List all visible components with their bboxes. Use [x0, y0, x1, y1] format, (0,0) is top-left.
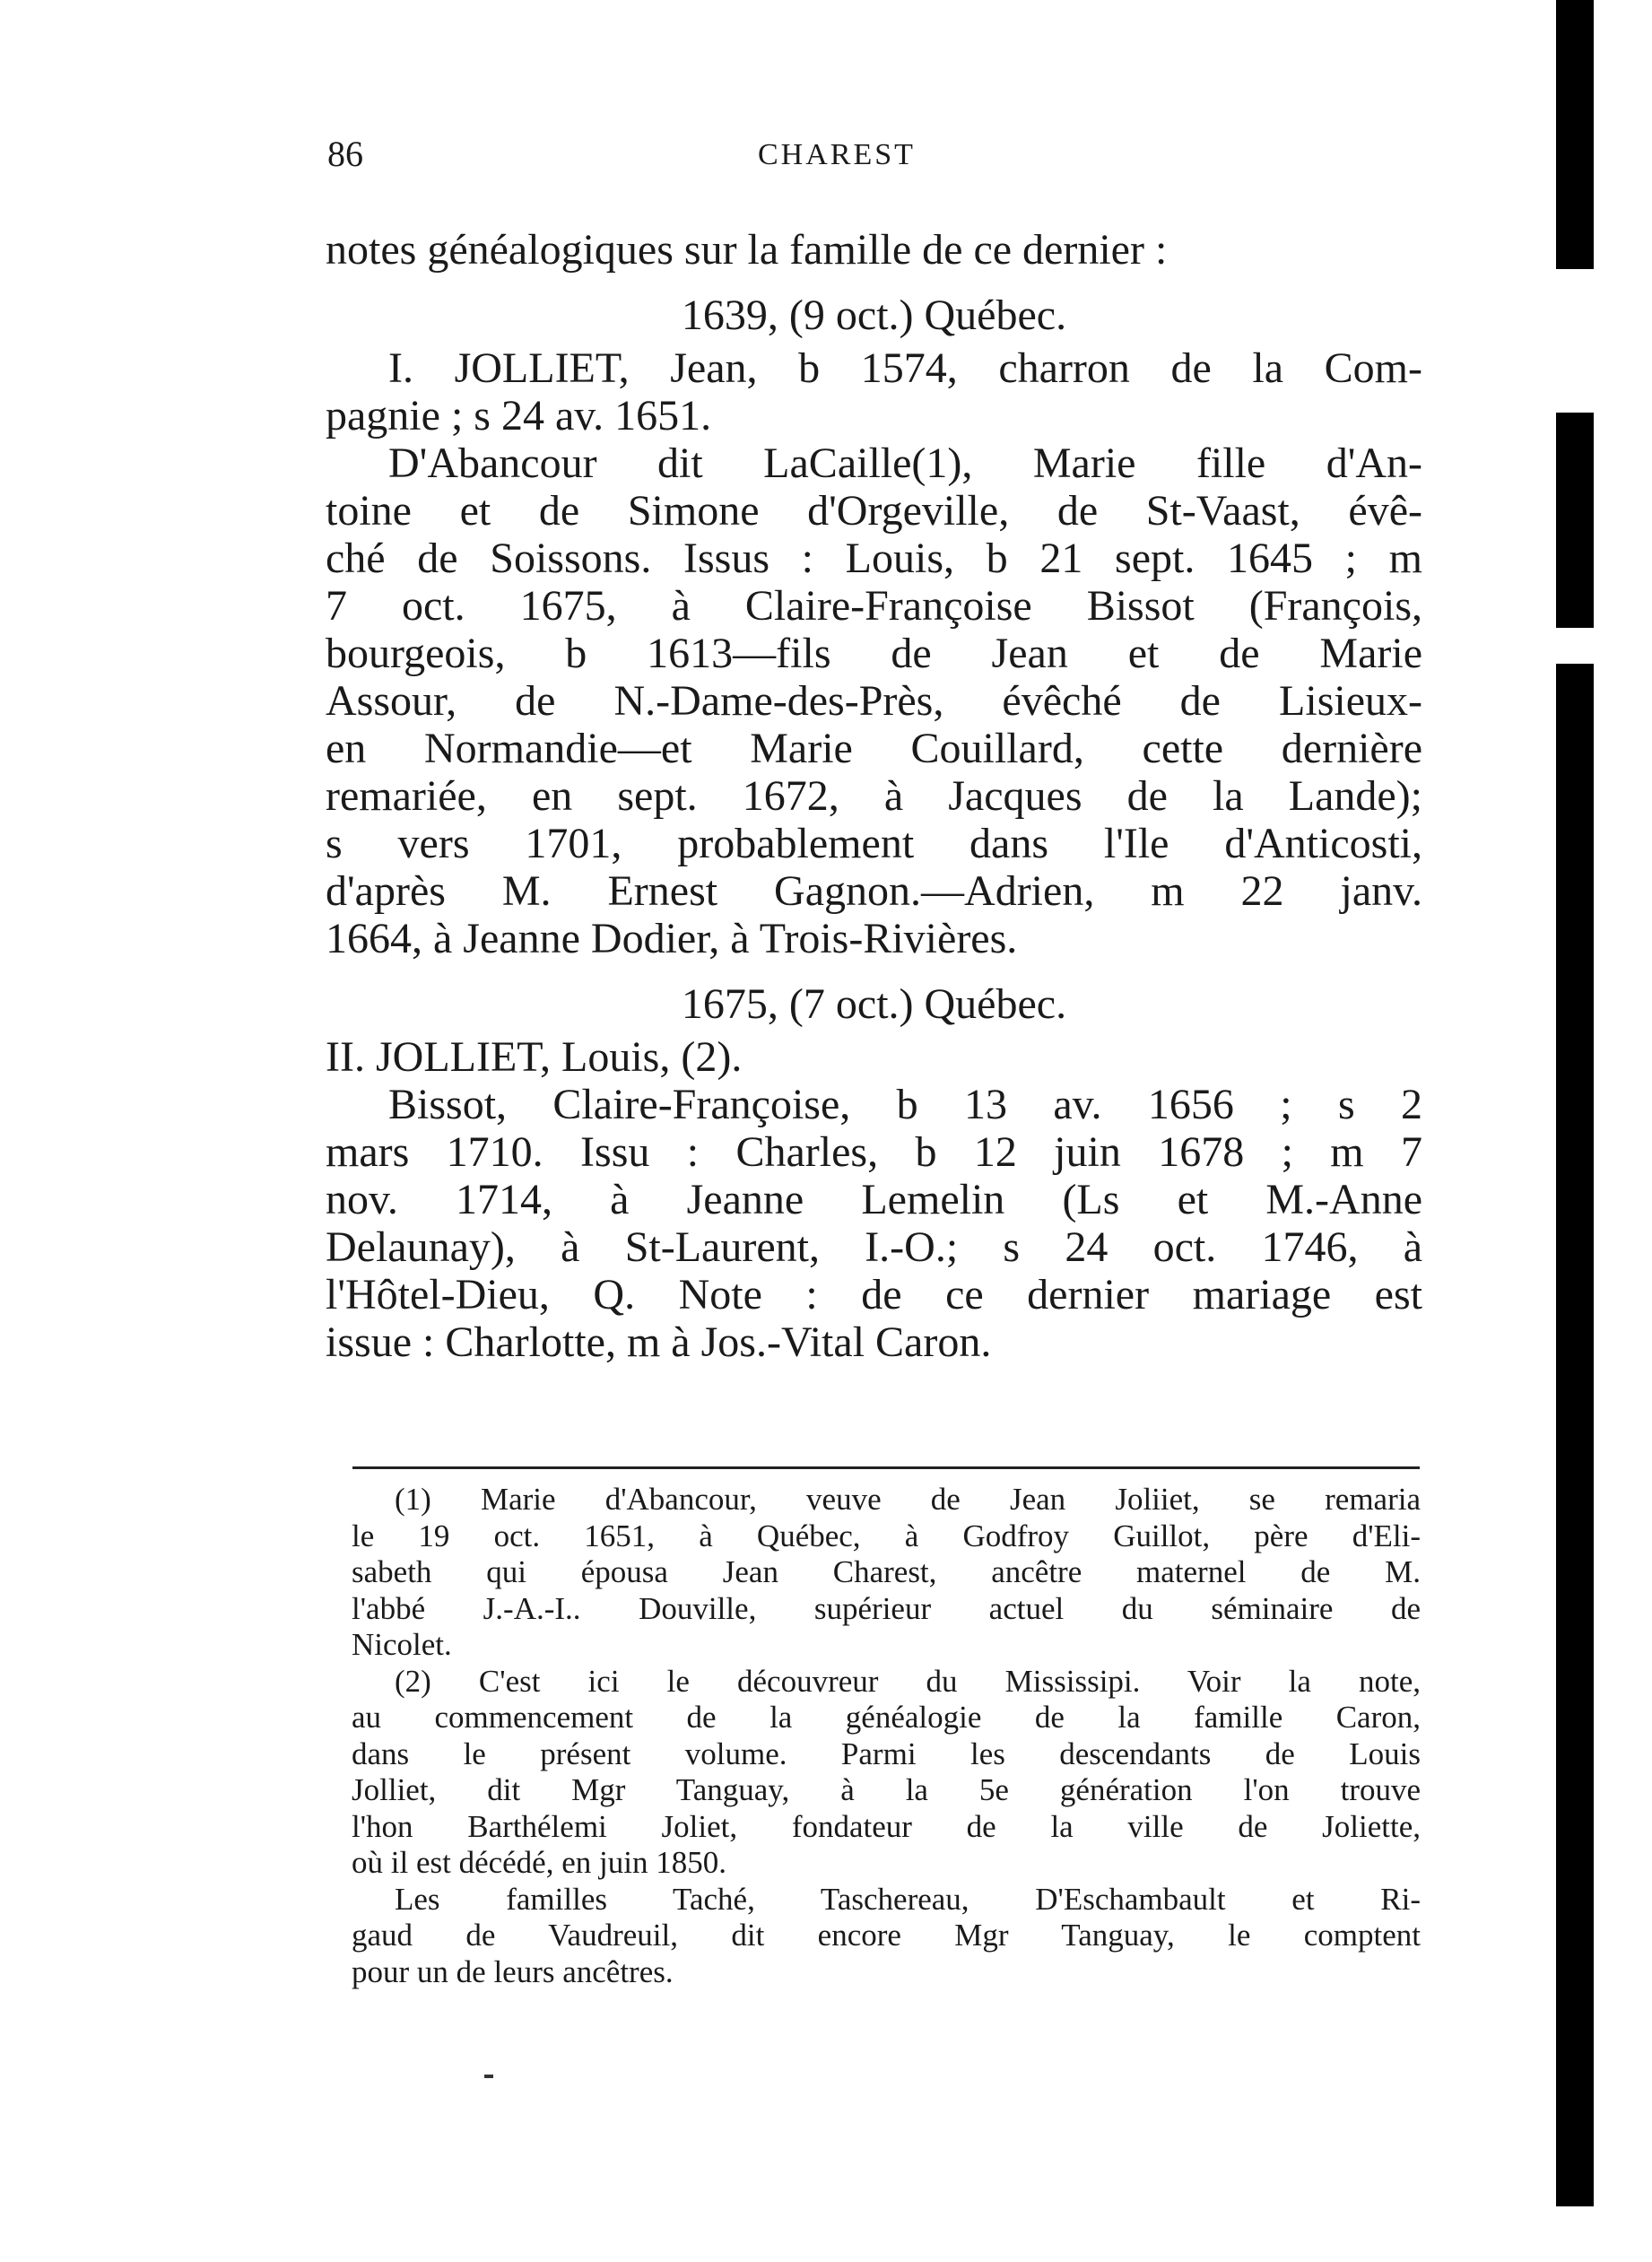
footnote-3-line: pour un de leurs ancêtres.: [352, 1953, 674, 1989]
footnote-2-line: Jolliet, dit Mgr Tanguay, à la 5e génération l'on trouve: [352, 1772, 1421, 1807]
entry-2-heading: 1675, (7 oct.) Québec.: [681, 980, 1067, 1028]
entry-1-line: s vers 1701, probablement dans l'Ile d'Anticosti,: [326, 820, 1422, 867]
page-header: [0, 133, 1652, 187]
footnote-3-line: Les familles Taché, Taschereau, D'Eschambault et Ri-: [395, 1881, 1421, 1917]
footnotes: [352, 1482, 1421, 1990]
entry-1-heading: 1639, (9 oct.) Québec.: [681, 291, 1067, 339]
footnote-2-line: l'hon Barthélemi Joliet, fondateur de la ville de Joliette,: [352, 1808, 1421, 1844]
footnote-1-line: l'abbé J.-A.-I.. Douville, supérieur actuel du séminaire de: [352, 1590, 1421, 1626]
footnote-2-line: dans le présent volume. Parmi les descendants de Louis: [352, 1736, 1421, 1771]
entry-1-line: d'après M. Ernest Gagnon.—Adrien, m 22 janv.: [326, 867, 1422, 915]
entry-2-line: issue : Charlotte, m à Jos.-Vital Caron.: [326, 1318, 992, 1366]
entry-2-line: nov. 1714, à Jeanne Lemelin (Ls et M.-Anne: [326, 1176, 1422, 1223]
footnote-1-line: sabeth qui épousa Jean Charest, ancêtre maternel de M.: [352, 1554, 1421, 1589]
spine-edge-gap: [1556, 269, 1594, 413]
footnote-1-line: Nicolet.: [352, 1627, 452, 1662]
entry-1-line: bourgeois, b 1613—fils de Jean et de Marie: [326, 630, 1422, 677]
footnote-2-line: (2) C'est ici le découvreur du Mississipi. Voir la note,: [395, 1663, 1421, 1699]
entry-2-line: l'Hôtel-Dieu, Q. Note : de ce dernier mariage est: [326, 1271, 1422, 1318]
entry-1-line: pagnie ; s 24 av. 1651.: [326, 392, 712, 439]
spine-edge-gap: [1556, 628, 1594, 664]
entry-1-line: ché de Soissons. Issus : Louis, b 21 sept. 1645 ; m: [326, 535, 1422, 582]
footnote-2-line: où il est décédé, en juin 1850.: [352, 1845, 726, 1880]
main-text: [326, 226, 1422, 1366]
entry-1-line: 1664, à Jeanne Dodier, à Trois-Rivières.: [326, 915, 1018, 962]
entry-1-line: I. JOLLIET, Jean, b 1574, charron de la Com-: [388, 344, 1422, 392]
entry-1-line: 7 oct. 1675, à Claire-Françoise Bissot (François,: [326, 582, 1422, 630]
entry-2-line: Bissot, Claire-Françoise, b 13 av. 1656 ; s 2: [388, 1081, 1422, 1128]
footnote-2-line: au commencement de la généalogie de la famille Caron,: [352, 1700, 1421, 1735]
stray-mark: [484, 2075, 493, 2078]
running-title: CHAREST: [758, 138, 916, 171]
entry-2-line: II. JOLLIET, Louis, (2).: [326, 1033, 743, 1081]
footnote-3-line: gaud de Vaudreuil, dit encore Mgr Tanguay, le comptent: [352, 1918, 1421, 1953]
footnote-rule: [352, 1466, 1420, 1469]
entry-1-line: toine et de Simone d'Orgeville, de St-Vaast, évê-: [326, 487, 1422, 535]
footnote-1-line: le 19 oct. 1651, à Québec, à Godfroy Guillot, père d'Eli-: [352, 1518, 1421, 1553]
entry-1-line: Assour, de N.-Dame-des-Près, évêché de Lisieux-: [326, 677, 1422, 725]
entry-1-line: en Normandie—et Marie Couillard, cette dernière: [326, 725, 1422, 772]
page-number: 86: [327, 134, 363, 174]
intro-line: notes généalogiques sur la famille de ce dernier :: [326, 226, 1168, 274]
footnote-1-line: (1) Marie d'Abancour, veuve de Jean Joliiet, se remaria: [395, 1482, 1421, 1517]
entry-1-line: remariée, en sept. 1672, à Jacques de la Lande);: [326, 772, 1422, 820]
entry-2-line: mars 1710. Issu : Charles, b 12 juin 1678 ; m 7: [326, 1128, 1422, 1176]
entry-1-line: D'Abancour dit LaCaille(1), Marie fille d'An-: [388, 439, 1422, 487]
entry-2-line: Delaunay), à St-Laurent, I.-O.; s 24 oct. 1746, à: [326, 1223, 1422, 1271]
